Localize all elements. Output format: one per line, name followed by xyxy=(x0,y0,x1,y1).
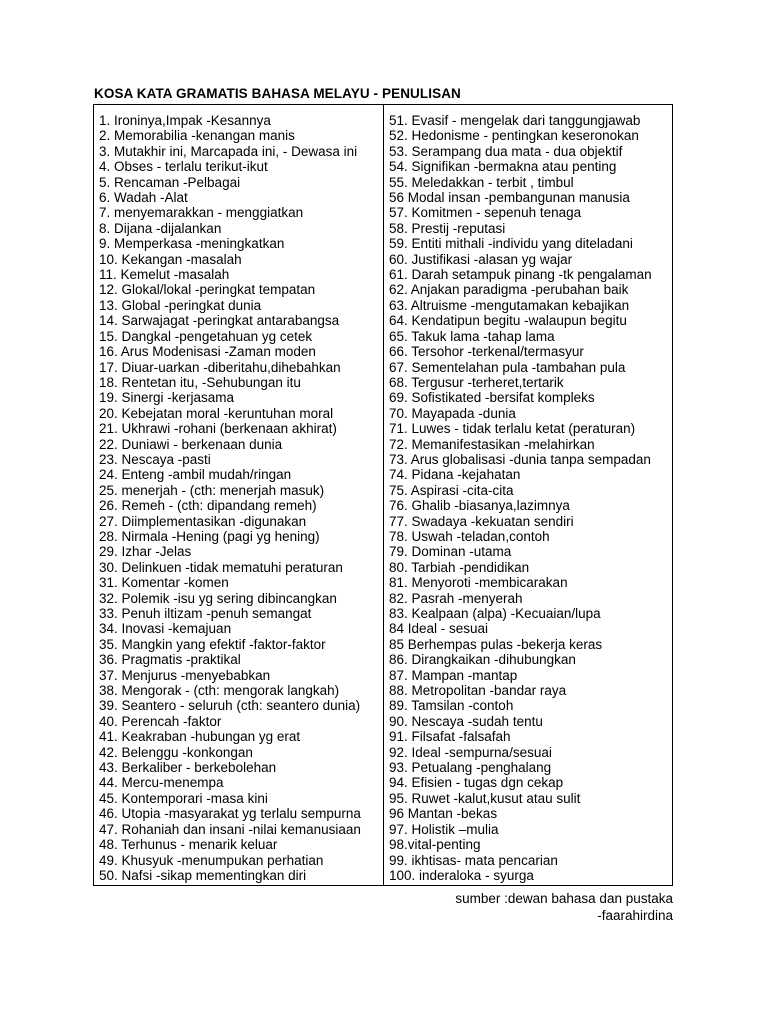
vocabulary-entry: 66. Tersohor -terkenal/termasyur xyxy=(389,344,584,360)
vocabulary-entry: 84 Ideal - sesuai xyxy=(389,621,489,637)
vocabulary-entry: 88. Metropolitan -bandar raya xyxy=(389,683,567,699)
vocabulary-entry: 51. Evasif - mengelak dari tanggungjawab xyxy=(389,113,641,128)
vocabulary-entry: 17. Diuar-uarkan -diberitahu,dihebahkan xyxy=(99,359,341,375)
vocabulary-entry: 30. Delinkuen -tidak mematuhi peraturan xyxy=(99,559,343,575)
vocabulary-entry: 41. Keakraban -hubungan yg erat xyxy=(99,729,301,745)
vocabulary-entry: 25. menerjah - (cth: menerjah masuk) xyxy=(99,482,325,498)
vocabulary-entry: 67. Sementelahan pula -tambahan pula xyxy=(389,359,626,375)
vocabulary-entry: 12. Glokal/lokal -peringkat tempatan xyxy=(99,282,316,298)
vocabulary-entry: 70. Mayapada -dunia xyxy=(389,405,516,421)
vocabulary-entry: 94. Efisien - tugas dgn cekap xyxy=(389,775,564,791)
vocabulary-entry: 65. Takuk lama -tahap lama xyxy=(389,328,555,344)
vocabulary-entry: 48. Terhunus - menarik keluar xyxy=(99,837,278,853)
vocabulary-entry: 71. Luwes - tidak terlalu ketat (peraturan) xyxy=(389,421,636,437)
vocabulary-entry: 64. Kendatipun begitu -walaupun begitu xyxy=(389,313,627,329)
vocabulary-entry: 60. Justifikasi -alasan yg wajar xyxy=(389,251,573,267)
vocabulary-entry: 8. Dijana -dijalankan xyxy=(99,220,222,236)
vocabulary-entry: 75. Aspirasi -cita-cita xyxy=(389,482,514,498)
vocabulary-entry: 37. Menjurus -menyebabkan xyxy=(99,667,271,683)
vocabulary-entry: 93. Petualang -penghalang xyxy=(389,760,552,776)
vocabulary-entry: 89. Tamsilan -contoh xyxy=(389,698,514,714)
page-title: KOSA KATA GRAMATIS BAHASA MELAYU - PENULISAN xyxy=(94,86,461,101)
vocabulary-entry: 96 Mantan -bekas xyxy=(389,806,498,822)
vocabulary-entry: 98.vital-penting xyxy=(389,837,481,853)
vocabulary-entry: 83. Kealpaan (alpa) -Kecuaian/lupa xyxy=(389,606,601,621)
vocabulary-entry: 81. Menyoroti -membicarakan xyxy=(389,575,568,591)
vocabulary-entry: 7. menyemarakkan - menggiatkan xyxy=(99,205,304,221)
vocabulary-entry: 56 Modal insan -pembangunan manusia xyxy=(389,190,630,206)
vocabulary-entry: 47. Rohaniah dan insani -nilai kemanusiaan xyxy=(99,821,361,837)
vocabulary-entry: 55. Meledakkan - terbit , timbul xyxy=(389,174,574,190)
vocabulary-entry: 31. Komentar -komen xyxy=(99,575,229,591)
vocabulary-entry: 42. Belenggu -konkongan xyxy=(99,744,253,760)
vocabulary-entry: 63. Altruisme -mengutamakan kebajikan xyxy=(389,297,630,313)
vocabulary-entry: 32. Polemik -isu yg sering dibincangkan xyxy=(99,590,337,606)
vocabulary-entry: 4. Obses - terlalu terikut-ikut xyxy=(99,159,268,175)
vocabulary-entry: 54. Signifikan -bermakna atau penting xyxy=(389,159,617,175)
vocabulary-entry: 24. Enteng -ambil mudah/ringan xyxy=(99,467,292,483)
vocabulary-entry: 3. Mutakhir ini, Marcapada ini, - Dewasa ini xyxy=(99,143,358,159)
vocabulary-entry: 43. Berkaliber - berkebolehan xyxy=(99,760,277,776)
vocabulary-entry: 80. Tarbiah -pendidikan xyxy=(389,559,530,575)
vocabulary-entry: 79. Dominan -utama xyxy=(389,544,512,560)
vocabulary-entry: 6. Wadah -Alat xyxy=(99,190,188,206)
vocabulary-entry: 13. Global -peringkat dunia xyxy=(99,297,262,313)
right-column-list xyxy=(389,113,652,883)
vocabulary-entry: 11. Kemelut -masalah xyxy=(99,267,230,283)
left-column-list xyxy=(99,113,361,883)
vocabulary-entry: 86. Dirangkaikan -dihubungkan xyxy=(389,652,576,668)
vocabulary-entry: 92. Ideal -sempurna/sesuai xyxy=(389,744,552,760)
vocabulary-entry: 21. Ukhrawi -rohani (berkenaan akhirat) xyxy=(99,421,337,437)
source-credit: sumber :dewan bahasa dan pustaka xyxy=(455,891,673,906)
vocabulary-entry: 52. Hedonisme - pentingkan keseronokan xyxy=(389,128,639,144)
vocabulary-entry: 73. Arus globalisasi -dunia tanpa sempadan xyxy=(389,451,651,467)
vocabulary-entry: 61. Darah setampuk pinang -tk pengalaman xyxy=(389,267,652,283)
vocabulary-entry: 36. Pragmatis -praktikal xyxy=(99,652,241,668)
vocabulary-entry: 59. Entiti mithali -individu yang diteladani xyxy=(389,236,633,252)
vocabulary-entry: 62. Anjakan paradigma -perubahan baik xyxy=(389,282,629,298)
vocabulary-entry: 9. Memperkasa -meningkatkan xyxy=(99,236,285,252)
vocabulary-entry: 15. Dangkal -pengetahuan yg cetek xyxy=(99,328,313,344)
column-divider xyxy=(383,105,384,885)
vocabulary-table xyxy=(93,104,673,886)
vocabulary-entry: 39. Seantero - seluruh (cth: seantero dunia) xyxy=(99,698,361,714)
vocabulary-entry: 10. Kekangan -masalah xyxy=(99,251,242,267)
vocabulary-entry: 2. Memorabilia -kenangan manis xyxy=(99,128,295,144)
vocabulary-entry: 57. Komitmen - sepenuh tenaga xyxy=(389,205,582,221)
vocabulary-entry: 74. Pidana -kejahatan xyxy=(389,467,521,483)
vocabulary-entry: 33. Penuh iltizam -penuh semangat xyxy=(99,606,312,621)
vocabulary-entry: 53. Serampang dua mata - dua objektif xyxy=(389,143,623,159)
source-block xyxy=(455,890,673,924)
vocabulary-entry: 38. Mengorak - (cth: mengorak langkah) xyxy=(99,683,340,699)
vocabulary-entry: 49. Khusyuk -menumpukan perhatian xyxy=(99,852,324,868)
vocabulary-entry: 99. ikhtisas- mata pencarian xyxy=(389,852,558,868)
vocabulary-entry: 78. Uswah -teladan,contoh xyxy=(389,528,550,544)
vocabulary-entry: 68. Tergusur -terheret,tertarik xyxy=(389,374,564,390)
vocabulary-entry: 97. Holistik –mulia xyxy=(389,821,499,837)
vocabulary-entry: 1. Ironinya,Impak -Kesannya xyxy=(99,113,271,128)
vocabulary-entry: 69. Sofistikated -bersifat kompleks xyxy=(389,390,595,406)
vocabulary-entry: 35. Mangkin yang efektif -faktor-faktor xyxy=(99,636,326,652)
vocabulary-entry: 5. Rencaman -Pelbagai xyxy=(99,174,241,190)
vocabulary-entry: 76. Ghalib -biasanya,lazimnya xyxy=(389,498,570,514)
vocabulary-entry: 40. Perencah -faktor xyxy=(99,713,222,729)
vocabulary-entry: 34. Inovasi -kemajuan xyxy=(99,621,232,637)
vocabulary-entry: 72. Memanifestasikan -melahirkan xyxy=(389,436,595,452)
vocabulary-entry: 77. Swadaya -kekuatan sendiri xyxy=(389,513,574,529)
vocabulary-entry: 100. inderaloka - syurga xyxy=(389,867,534,883)
vocabulary-entry: 23. Nescaya -pasti xyxy=(99,451,211,467)
vocabulary-entry: 19. Sinergi -kerjasama xyxy=(99,390,235,406)
vocabulary-entry: 91. Filsafat -falsafah xyxy=(389,729,511,745)
vocabulary-entry: 18. Rentetan itu, -Sehubungan itu xyxy=(99,374,301,390)
vocabulary-entry: 16. Arus Modenisasi -Zaman moden xyxy=(99,344,316,360)
vocabulary-entry: 45. Kontemporari -masa kini xyxy=(99,790,268,806)
vocabulary-entry: 46. Utopia -masyarakat yg terlalu sempurna xyxy=(99,806,361,822)
vocabulary-entry: 28. Nirmala -Hening (pagi yg hening) xyxy=(99,528,320,544)
vocabulary-entry: 50. Nafsi -sikap mementingkan diri xyxy=(99,867,307,883)
vocabulary-entry: 20. Kebejatan moral -keruntuhan moral xyxy=(99,405,334,421)
vocabulary-entry: 29. Izhar -Jelas xyxy=(99,544,192,560)
vocabulary-entry: 90. Nescaya -sudah tentu xyxy=(389,713,543,729)
vocabulary-entry: 27. Diimplementasikan -digunakan xyxy=(99,513,307,529)
vocabulary-entry: 44. Mercu-menempa xyxy=(99,775,224,791)
vocabulary-entry: 85 Berhempas pulas -bekerja keras xyxy=(389,636,603,652)
vocabulary-entry: 14. Sarwajagat -peringkat antarabangsa xyxy=(99,313,340,329)
vocabulary-entry: 95. Ruwet -kalut,kusut atau sulit xyxy=(389,790,581,806)
vocabulary-entry: 22. Duniawi - berkenaan dunia xyxy=(99,436,283,452)
vocabulary-entry: 82. Pasrah -menyerah xyxy=(389,590,523,606)
author-credit: -faarahirdina xyxy=(597,908,673,923)
vocabulary-entry: 26. Remeh - (cth: dipandang remeh) xyxy=(99,498,317,514)
vocabulary-entry: 58. Prestij -reputasi xyxy=(389,220,506,236)
vocabulary-entry: 87. Mampan -mantap xyxy=(389,667,518,683)
